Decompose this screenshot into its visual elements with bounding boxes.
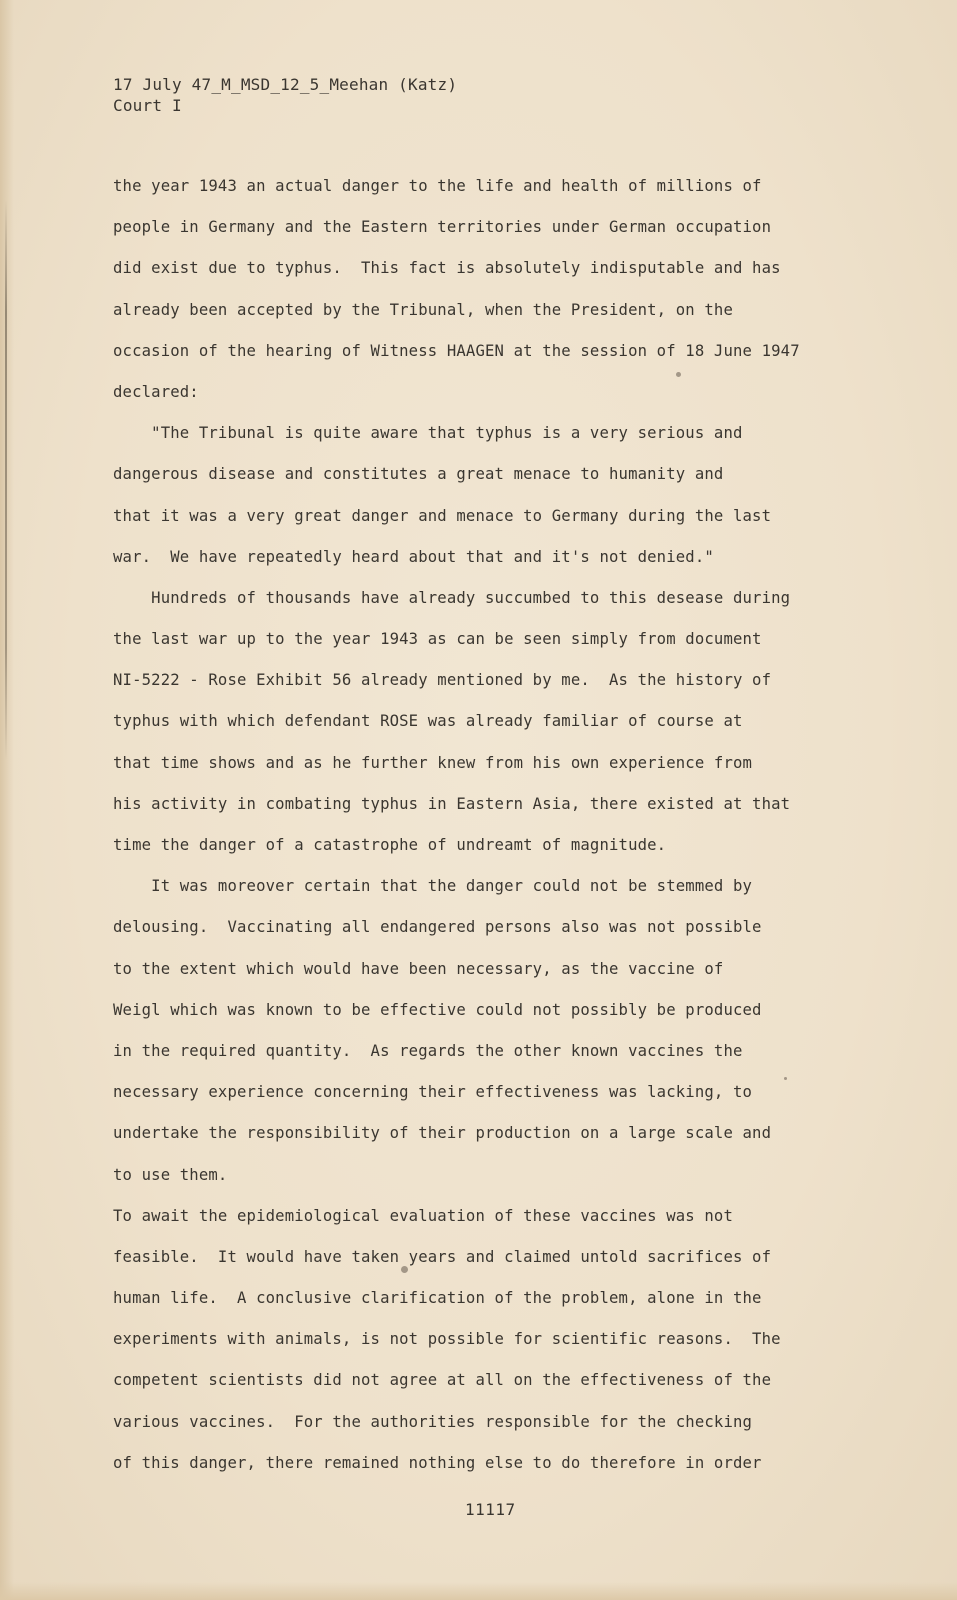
text-line: dangerous disease and constitutes a great menace to humanity and <box>113 465 724 484</box>
paper-crease <box>5 200 7 760</box>
text-line: did exist due to typhus. This fact is absolutely indisputable and has <box>113 259 781 278</box>
text-line: to use them. <box>113 1165 228 1184</box>
ink-smudge <box>676 372 681 377</box>
text-line: of this danger, there remained nothing else to do therefore in order <box>113 1453 762 1472</box>
header-reference-line: 17 July 47_M_MSD_12_5_Meehan (Katz) <box>113 75 458 94</box>
transcript-body <box>113 176 873 1494</box>
text-line: declared: <box>113 382 199 401</box>
text-line: Weigl which was known to be effective could not possibly be produced <box>113 1000 762 1019</box>
ink-smudge <box>401 1266 408 1273</box>
text-line: typhus with which defendant ROSE was already familiar of course at <box>113 712 743 731</box>
text-line: to the extent which would have been necessary, as the vaccine of <box>113 959 724 978</box>
text-line: Hundreds of thousands have already succumbed to this desease during <box>113 588 791 607</box>
text-line: time the danger of a catastrophe of undreamt of magnitude. <box>113 836 667 854</box>
document-header <box>113 74 457 116</box>
text-line: necessary experience concerning their effectiveness was lacking, to <box>113 1083 753 1102</box>
ink-smudge <box>784 1077 787 1080</box>
text-line: experiments with animals, is not possible for scientific reasons. The <box>113 1330 781 1349</box>
text-line: To await the epidemiological evaluation of these vaccines was not <box>113 1206 733 1225</box>
text-line: human life. A conclusive clarification of the problem, alone in the <box>113 1289 762 1308</box>
paper-bottom-edge <box>0 1582 957 1600</box>
text-line: "The Tribunal is quite aware that typhus is a very serious and <box>113 424 743 443</box>
header-court-line: Court I <box>113 96 182 115</box>
text-line: It was moreover certain that the danger could not be stemmed by <box>113 877 753 896</box>
text-line: various vaccines. For the authorities responsible for the checking <box>113 1412 753 1431</box>
text-line: delousing. Vaccinating all endangered persons also was not possible <box>113 918 762 937</box>
text-line: undertake the responsibility of their production on a large scale and <box>113 1124 772 1143</box>
text-line: war. We have repeatedly heard about that and it's not denied." <box>113 547 714 566</box>
text-line: occasion of the hearing of Witness HAAGEN at the session of 18 June 1947 <box>113 341 800 360</box>
text-line: in the required quantity. As regards the other known vaccines the <box>113 1041 743 1060</box>
text-line: people in Germany and the Eastern territories under German occupation <box>113 218 772 237</box>
page-number: 11117 <box>465 1500 516 1519</box>
text-line: that time shows and as he further knew from his own experience from <box>113 753 753 772</box>
text-line: NI-5222 - Rose Exhibit 56 already mentioned by me. As the history of <box>113 671 772 690</box>
text-line: already been accepted by the Tribunal, when the President, on the <box>113 300 733 319</box>
text-line: feasible. It would have taken years and claimed untold sacrifices of <box>113 1247 772 1266</box>
text-line: competent scientists did not agree at all on the effectiveness of the <box>113 1371 772 1390</box>
text-line: that it was a very great danger and menace to Germany during the last <box>113 506 772 525</box>
text-line: the last war up to the year 1943 as can be seen simply from document <box>113 630 762 649</box>
text-line: his activity in combating typhus in Eastern Asia, there existed at that <box>113 794 791 813</box>
text-line: the year 1943 an actual danger to the life and health of millions of <box>113 177 762 195</box>
paper-left-edge <box>0 0 14 1600</box>
